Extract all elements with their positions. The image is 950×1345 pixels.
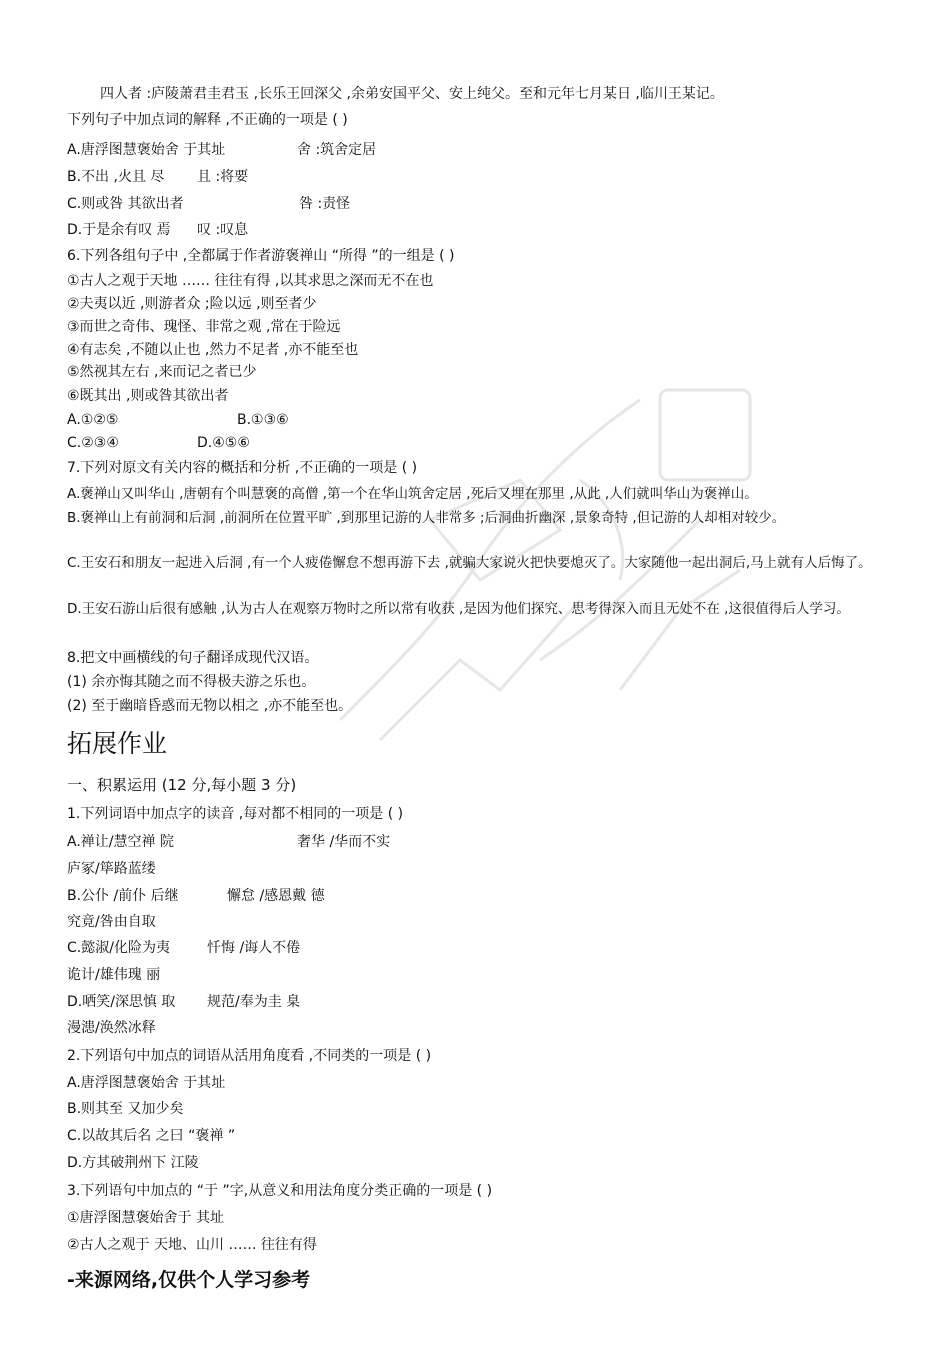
ext-option-1d	[67, 992, 877, 1012]
option-text: 规范/奉为圭 臬	[207, 994, 301, 1010]
sentence-item: ②古人之观于 天地、山川 …… 往往有得	[67, 1237, 317, 1253]
sentence-item: ①唐浮图慧褒始舍于 其址	[67, 1210, 225, 1226]
option-6c: C.②③④	[67, 435, 119, 451]
option-5c	[67, 194, 877, 214]
option-text: D.哂笑/深思慎 取	[67, 994, 176, 1010]
option-note: 叹 :叹息	[197, 222, 249, 238]
option-text: 忏悔 /诲人不倦	[207, 940, 301, 956]
sentence-item: ④有志矣 ,不随以止也 ,然力不足者 ,亦不能至也	[67, 342, 359, 358]
section-subtitle: 一、积累运用 (12 分,每小题 3 分)	[67, 776, 297, 794]
option-note: 且 :将要	[197, 169, 249, 185]
option-text: C.则或咎 其欲出者	[67, 196, 184, 212]
ext-option-1a	[67, 832, 877, 852]
option-text: A.唐浮图慧褒始舍 于其址	[67, 142, 226, 158]
option-text: D.于是余有叹 焉	[67, 222, 171, 238]
sentence-item: ⑥既其出 ,则或咎其欲出者	[67, 388, 229, 404]
sentence-item: ③而世之奇伟、瑰怪、非常之观 ,常在于险远	[67, 319, 341, 335]
option-text: 懈怠 /感恩戴 德	[227, 888, 325, 904]
question-8: 8.把文中画横线的句子翻译成现代汉语。	[67, 650, 319, 666]
option-text: 奢华 /华而不实	[297, 834, 391, 850]
option-text: B.不出 ,火且 尽	[67, 169, 165, 185]
question-6: 6.下列各组句子中 ,全都属于作者游褒禅山 “所得 ”的一组是 ( )	[67, 248, 455, 264]
question-5: 下列句子中加点词的解释 ,不正确的一项是 ( )	[67, 112, 348, 128]
options-row	[67, 410, 877, 430]
option-5a	[67, 140, 877, 160]
ext-option-2d: D.方其破荆州下 江陵	[67, 1155, 199, 1171]
translation-item: (2) 至于幽暗昏惑而无物以相之 ,亦不能至也。	[67, 698, 353, 714]
ext-option-2c: C.以故其后名 之曰 “褒禅 ”	[67, 1128, 236, 1144]
option-7d: D.王安石游山后很有感触 ,认为古人在观察万物时之所以常有收获 ,是因为他们探究、思考得深入而且无处不在 ,这很值得后人学习。	[67, 601, 850, 617]
option-6a: A.①②⑤	[67, 412, 119, 428]
source-footer: -来源网络,仅供个人学习参考	[67, 1269, 311, 1291]
option-7b: B.褒禅山上有前洞和后洞 ,前洞所在位置平旷 ,到那里记游的人非常多 ;后洞曲折幽深 ,景象奇特 ,但记游的人却相对较少。	[67, 510, 786, 526]
translation-item: (1) 余亦悔其随之而不得极夫游之乐也。	[67, 674, 316, 690]
ext-option-1c	[67, 938, 877, 958]
option-5b	[67, 167, 877, 187]
question-7: 7.下列对原文有关内容的概括和分析 ,不正确的一项是 ( )	[67, 460, 418, 476]
option-6d: D.④⑤⑥	[197, 435, 250, 451]
ext-option-line: 漫漶/涣然冰释	[67, 1020, 156, 1036]
option-text: C.懿淑/化险为夷	[67, 940, 170, 956]
ext-option-1b	[67, 886, 877, 906]
ext-question-1: 1.下列词语中加点字的读音 ,每对都不相同的一项是 ( )	[67, 806, 404, 822]
ext-question-2: 2.下列语句中加点的词语从活用角度看 ,不同类的一项是 ( )	[67, 1048, 432, 1064]
option-note: 舍 :筑舍定居	[297, 142, 377, 158]
sentence-item: ②夫夷以近 ,则游者众 ;险以远 ,则至者少	[67, 296, 317, 312]
option-note: 咎 :责怪	[299, 196, 351, 212]
option-5d	[67, 220, 877, 240]
options-row	[67, 433, 877, 453]
option-6b: B.①③⑥	[237, 412, 289, 428]
ext-option-2b: B.则其至 又加少矣	[67, 1101, 184, 1117]
option-7c: C.王安石和朋友一起进入后洞 ,有一个人疲倦懈怠不想再游下去 ,就骗大家说火把快要熄灭了。大家随他一起出洞后,马上就有人后悔了。	[67, 555, 872, 571]
ext-option-line: 庐冢/筚路蓝缕	[67, 861, 156, 877]
ext-option-line: 诡计/雄伟瑰 丽	[67, 967, 161, 983]
sentence-item: ①古人之观于天地 …… 往往有得 ,以其求思之深而无不在也	[67, 273, 434, 289]
ext-question-3: 3.下列语句中加点的 “于 ”字,从意义和用法角度分类正确的一项是 ( )	[67, 1183, 493, 1199]
section-title: 拓展作业	[67, 729, 168, 758]
ext-option-line: 究竟/咎由自取	[67, 914, 156, 930]
option-text: B.公仆 /前仆 后继	[67, 888, 179, 904]
option-7a: A.褒禅山又叫华山 ,唐朝有个叫慧褒的高僧 ,第一个在华山筑舍定居 ,死后又埋在那里 ,从此 ,人们就叫华山为褒禅山。	[67, 486, 758, 502]
text-line: 四人者 :庐陵萧君圭君玉 ,长乐王回深父 ,余弟安国平父、安上纯父。至和元年七月某日 ,临川王某记。	[100, 86, 724, 102]
ext-option-2a: A.唐浮图慧褒始舍 于其址	[67, 1075, 226, 1091]
option-text: A.禅让/慧空禅 院	[67, 834, 174, 850]
sentence-item: ⑤然视其左右 ,来而记之者已少	[67, 364, 257, 380]
